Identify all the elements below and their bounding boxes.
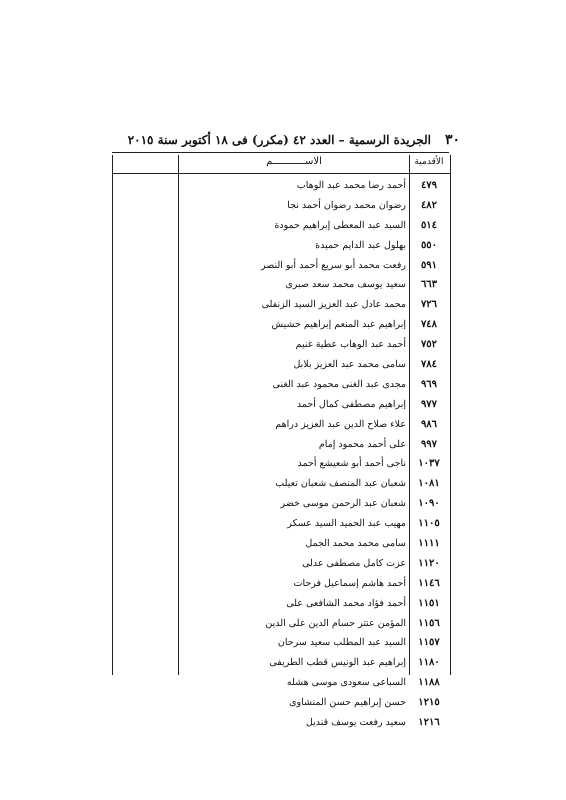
- table-row: [113, 694, 450, 714]
- name-cell: سامى محمد محمد الجمل: [305, 538, 406, 550]
- seniority-cell: ٥١٤: [420, 219, 438, 231]
- seniority-column-header: الأقدمية: [414, 157, 444, 167]
- table-row: [113, 495, 450, 515]
- seniority-cell: ١١٥٦: [418, 617, 440, 629]
- name-cell: إبراهيم عبد الونيس قطب الطريفى: [269, 657, 406, 669]
- table-row: [113, 575, 450, 595]
- name-cell: سعيد يوسف محمد سعد صبرى: [285, 279, 406, 291]
- name-cell: بهلول عبد الدايم حميدة: [315, 239, 406, 251]
- table-body: [113, 177, 450, 734]
- table-row: [113, 515, 450, 535]
- seniority-cell: ١٠٣٧: [418, 458, 440, 470]
- name-cell: السيد عبد المعطى إبراهيم حمودة: [274, 219, 406, 231]
- seniority-cell: ٥٥٠: [420, 239, 438, 251]
- name-cell: على أحمد محمود إمام: [318, 438, 406, 450]
- name-cell: شعبان عبد الرحمن موسى خضر: [280, 498, 406, 510]
- name-cell: المؤمن عنتر حسام الدين على الدين: [265, 617, 406, 629]
- name-cell: رفعت محمد أبو سريع أحمد أبو النصر: [260, 259, 406, 271]
- seniority-cell: ١١٥٧: [418, 637, 440, 649]
- seniority-cell: ١٠٩٠: [418, 498, 440, 510]
- seniority-cell: ٩٩٧: [420, 438, 438, 450]
- table-row: [113, 475, 450, 495]
- header-rule: [112, 152, 449, 153]
- name-cell: سعيد رفعت يوسف قنديل: [305, 717, 406, 729]
- seniority-cell: ١١٥١: [418, 597, 440, 609]
- name-cell: إبراهيم عبد المنعم إبراهيم حشيش: [271, 319, 406, 331]
- name-cell: أحمد رضا محمد عبد الوهاب: [296, 180, 406, 191]
- seniority-cell: ١١٠٥: [418, 518, 440, 530]
- gazette-title: الجريدة الرسمية – العدد ٤٢ (مكرر) فى ١٨ أكتوبر سنة ٢٠١٥: [127, 133, 431, 147]
- table-row: [113, 376, 450, 396]
- table-row: [113, 217, 450, 237]
- seniority-cell: ٩٨٦: [420, 418, 438, 430]
- seniority-cell: ١٢١٥: [418, 697, 440, 709]
- seniority-cell: ٧٢٦: [420, 299, 438, 311]
- seniority-cell: ٤٨٢: [420, 199, 438, 211]
- name-cell: أحمد فؤاد محمد الشافعى على: [286, 597, 406, 609]
- table-row: [113, 674, 450, 694]
- table-row: [113, 336, 450, 356]
- seniority-table: [112, 155, 451, 729]
- name-cell: أحمد هاشم إسماعيل فرحات: [293, 577, 406, 589]
- name-cell: سامى محمد عبد العزيز بلابل: [293, 359, 406, 371]
- table-row: [113, 316, 450, 336]
- name-column-header: الاســـــــــــم: [266, 156, 322, 167]
- table-row: [113, 177, 450, 197]
- table-row: [113, 615, 450, 635]
- table-row: [113, 595, 450, 615]
- table-row: [113, 296, 450, 316]
- name-cell: حسن إبراهيم حسن المنشاوى: [289, 697, 406, 709]
- seniority-cell: ٧٤٨: [420, 319, 438, 331]
- table-row: [113, 535, 450, 555]
- seniority-cell: ١١٤٦: [418, 577, 440, 589]
- name-cell: إبراهيم مصطفى كمال أحمد: [296, 398, 406, 410]
- table-row: [113, 356, 450, 376]
- seniority-cell: ٥٩١: [420, 259, 438, 271]
- name-cell: السباعى سعودى موسى هشله: [286, 677, 406, 689]
- table-header: [113, 155, 450, 174]
- table-row: [113, 436, 450, 456]
- table-row: [113, 654, 450, 674]
- seniority-cell: ٤٧٩: [420, 180, 438, 191]
- seniority-cell: ١١٨٠: [418, 657, 440, 669]
- table-row: [113, 257, 450, 277]
- table-row: [113, 237, 450, 257]
- table-row: [113, 714, 450, 734]
- table-row: [113, 276, 450, 296]
- name-cell: رضوان محمد رضوان أحمد نجا: [287, 199, 406, 211]
- seniority-cell: ٦٦٣: [420, 279, 438, 291]
- table-row: [113, 634, 450, 654]
- table-row: [113, 416, 450, 436]
- seniority-cell: ١٢١٦: [418, 717, 440, 729]
- seniority-cell: ١١٨٨: [418, 677, 440, 689]
- name-cell: محمد عادل عبد العزيز السيد الزنفلى: [261, 299, 406, 311]
- name-cell: علاء صلاح الدين عبد العزيز دراهم: [275, 418, 406, 430]
- name-cell: عزت كامل مصطفى عدلى: [302, 557, 406, 569]
- table-row: [113, 396, 450, 416]
- name-cell: مهيب عبد الحميد السيد عسكر: [287, 518, 406, 530]
- seniority-cell: ١٠٨١: [418, 478, 440, 490]
- seniority-cell: ١١١١: [418, 538, 440, 550]
- page-header: [127, 130, 460, 150]
- name-cell: شعبان عبد المنصف شعبان تعيلب: [275, 478, 406, 490]
- page-number: ٣٠: [444, 132, 460, 148]
- seniority-cell: ٩٧٧: [420, 398, 438, 410]
- name-cell: أحمد عبد الوهاب عطية غنيم: [295, 339, 406, 351]
- name-cell: ناجى أحمد أبو شعيشع أحمد: [297, 458, 406, 470]
- table-row: [113, 555, 450, 575]
- name-cell: مجدى عبد الغنى محمود عبد الغنى: [272, 378, 406, 390]
- table-row: [113, 455, 450, 475]
- seniority-cell: ٩٦٩: [420, 378, 438, 390]
- seniority-cell: ٧٨٤: [420, 359, 438, 371]
- name-cell: السيد عبد المطلب سعيد سرحان: [277, 637, 406, 649]
- seniority-cell: ١١٢٠: [418, 557, 440, 569]
- table-row: [113, 197, 450, 217]
- seniority-cell: ٧٥٢: [420, 339, 438, 351]
